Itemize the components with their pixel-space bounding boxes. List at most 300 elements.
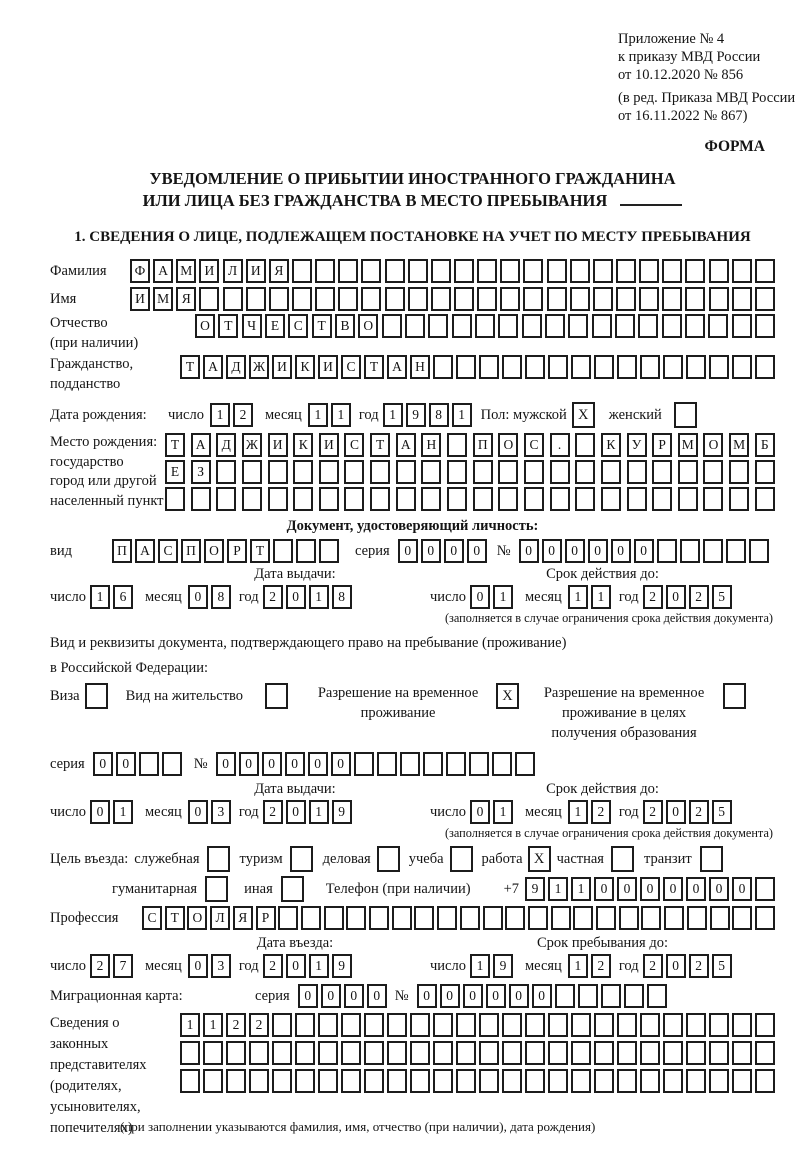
char-cell[interactable] [502, 1013, 522, 1037]
char-cell[interactable]: 0 [421, 539, 441, 563]
char-cell[interactable] [594, 355, 614, 379]
char-cell[interactable] [640, 355, 660, 379]
char-cell[interactable] [315, 259, 335, 283]
char-cell[interactable] [652, 487, 672, 511]
char-cell[interactable] [524, 460, 544, 484]
char-cell[interactable]: С [142, 906, 162, 930]
char-cell[interactable] [709, 259, 729, 283]
char-cell[interactable] [268, 460, 288, 484]
char-cell[interactable]: О [498, 433, 518, 457]
char-cell[interactable]: 0 [440, 984, 460, 1008]
char-cell[interactable]: 0 [286, 954, 306, 978]
char-cell[interactable] [392, 906, 412, 930]
char-cell[interactable]: 0 [634, 539, 654, 563]
char-cell[interactable] [755, 355, 775, 379]
char-cell[interactable] [318, 1041, 338, 1065]
char-cell[interactable] [685, 287, 705, 311]
char-cell[interactable]: 2 [263, 800, 283, 824]
char-cell[interactable] [292, 259, 312, 283]
char-cell[interactable] [469, 752, 489, 776]
char-cell[interactable]: Я [176, 287, 196, 311]
char-cell[interactable] [216, 487, 236, 511]
char-cell[interactable]: . [550, 433, 570, 457]
char-cell[interactable] [272, 1041, 292, 1065]
char-cell[interactable] [180, 1041, 200, 1065]
char-cell[interactable]: 1 [548, 877, 568, 901]
char-cell[interactable]: 0 [565, 539, 585, 563]
gender-female-checkbox[interactable] [674, 402, 697, 428]
char-cell[interactable] [663, 1069, 683, 1093]
char-cell[interactable] [377, 752, 397, 776]
char-cell[interactable] [460, 906, 480, 930]
char-cell[interactable] [729, 460, 749, 484]
char-cell[interactable]: 0 [588, 539, 608, 563]
char-cell[interactable] [755, 460, 775, 484]
char-cell[interactable] [640, 1013, 660, 1037]
char-cell[interactable]: 2 [90, 954, 110, 978]
char-cell[interactable] [447, 460, 467, 484]
char-cell[interactable]: 2 [689, 800, 709, 824]
char-cell[interactable]: 0 [239, 752, 259, 776]
char-cell[interactable]: 1 [591, 585, 611, 609]
char-cell[interactable]: А [191, 433, 211, 457]
char-cell[interactable] [575, 460, 595, 484]
char-cell[interactable] [548, 1041, 568, 1065]
char-cell[interactable] [570, 287, 590, 311]
char-cell[interactable] [479, 1041, 499, 1065]
char-cell[interactable] [555, 984, 575, 1008]
char-cell[interactable] [686, 1069, 706, 1093]
char-cell[interactable] [475, 314, 495, 338]
char-cell[interactable] [473, 460, 493, 484]
purpose-item-transit-checkbox[interactable] [700, 846, 723, 872]
char-cell[interactable] [523, 287, 543, 311]
char-cell[interactable] [548, 1069, 568, 1093]
char-cell[interactable]: 9 [332, 800, 352, 824]
char-cell[interactable] [344, 460, 364, 484]
char-cell[interactable] [364, 1069, 384, 1093]
char-cell[interactable] [657, 539, 677, 563]
char-cell[interactable] [456, 355, 476, 379]
char-cell[interactable]: 7 [113, 954, 133, 978]
char-cell[interactable] [428, 314, 448, 338]
char-cell[interactable] [709, 1013, 729, 1037]
char-cell[interactable] [479, 1069, 499, 1093]
char-cell[interactable] [361, 287, 381, 311]
char-cell[interactable]: 0 [640, 877, 660, 901]
char-cell[interactable]: 0 [298, 984, 318, 1008]
char-cell[interactable] [492, 752, 512, 776]
char-cell[interactable] [709, 1069, 729, 1093]
char-cell[interactable]: 1 [571, 877, 591, 901]
char-cell[interactable] [652, 460, 672, 484]
char-cell[interactable] [570, 259, 590, 283]
char-cell[interactable] [319, 487, 339, 511]
char-cell[interactable]: К [601, 433, 621, 457]
char-cell[interactable] [319, 539, 339, 563]
char-cell[interactable]: П [473, 433, 493, 457]
char-cell[interactable] [575, 487, 595, 511]
char-cell[interactable] [318, 1069, 338, 1093]
char-cell[interactable] [341, 1069, 361, 1093]
char-cell[interactable]: К [293, 433, 313, 457]
char-cell[interactable] [575, 433, 595, 457]
char-cell[interactable]: 9 [525, 877, 545, 901]
char-cell[interactable] [410, 1041, 430, 1065]
char-cell[interactable] [755, 1069, 775, 1093]
char-cell[interactable]: 0 [663, 877, 683, 901]
char-cell[interactable] [755, 259, 775, 283]
char-cell[interactable]: 0 [417, 984, 437, 1008]
char-cell[interactable] [405, 314, 425, 338]
char-cell[interactable] [710, 906, 730, 930]
char-cell[interactable] [594, 1069, 614, 1093]
char-cell[interactable] [242, 487, 262, 511]
char-cell[interactable] [324, 906, 344, 930]
char-cell[interactable] [617, 1013, 637, 1037]
char-cell[interactable] [662, 314, 682, 338]
char-cell[interactable] [551, 906, 571, 930]
char-cell[interactable] [387, 1069, 407, 1093]
char-cell[interactable] [479, 355, 499, 379]
char-cell[interactable] [639, 287, 659, 311]
char-cell[interactable]: И [319, 433, 339, 457]
char-cell[interactable]: 0 [470, 585, 490, 609]
char-cell[interactable]: 1 [383, 403, 403, 427]
char-cell[interactable] [456, 1069, 476, 1093]
char-cell[interactable] [732, 287, 752, 311]
char-cell[interactable] [615, 314, 635, 338]
char-cell[interactable] [755, 906, 775, 930]
char-cell[interactable]: 0 [486, 984, 506, 1008]
char-cell[interactable] [619, 906, 639, 930]
char-cell[interactable] [295, 1041, 315, 1065]
char-cell[interactable] [709, 287, 729, 311]
char-cell[interactable]: 1 [568, 585, 588, 609]
char-cell[interactable] [617, 1069, 637, 1093]
char-cell[interactable] [473, 487, 493, 511]
char-cell[interactable]: 0 [331, 752, 351, 776]
char-cell[interactable]: 0 [467, 539, 487, 563]
char-cell[interactable] [703, 460, 723, 484]
char-cell[interactable] [593, 287, 613, 311]
char-cell[interactable]: З [191, 460, 211, 484]
char-cell[interactable] [293, 460, 313, 484]
char-cell[interactable] [678, 487, 698, 511]
char-cell[interactable] [364, 1013, 384, 1037]
char-cell[interactable] [709, 355, 729, 379]
char-cell[interactable] [680, 539, 700, 563]
char-cell[interactable] [498, 314, 518, 338]
char-cell[interactable]: 0 [285, 752, 305, 776]
char-cell[interactable] [273, 539, 293, 563]
char-cell[interactable] [433, 1069, 453, 1093]
char-cell[interactable] [571, 1013, 591, 1037]
char-cell[interactable] [278, 906, 298, 930]
gender-male-checkbox[interactable]: X [572, 402, 595, 428]
char-cell[interactable] [686, 355, 706, 379]
char-cell[interactable]: У [627, 433, 647, 457]
char-cell[interactable] [344, 487, 364, 511]
char-cell[interactable] [523, 259, 543, 283]
char-cell[interactable] [617, 355, 637, 379]
char-cell[interactable] [616, 259, 636, 283]
char-cell[interactable]: 0 [611, 539, 631, 563]
char-cell[interactable]: О [358, 314, 378, 338]
char-cell[interactable] [571, 1041, 591, 1065]
char-cell[interactable]: 8 [332, 585, 352, 609]
char-cell[interactable] [139, 752, 159, 776]
char-cell[interactable] [423, 752, 443, 776]
char-cell[interactable]: А [135, 539, 155, 563]
char-cell[interactable] [387, 1013, 407, 1037]
char-cell[interactable] [242, 460, 262, 484]
char-cell[interactable] [396, 487, 416, 511]
char-cell[interactable]: М [729, 433, 749, 457]
char-cell[interactable] [318, 1013, 338, 1037]
char-cell[interactable]: 1 [309, 954, 329, 978]
purpose-item-private-checkbox[interactable] [611, 846, 634, 872]
char-cell[interactable] [191, 487, 211, 511]
char-cell[interactable] [663, 1041, 683, 1065]
char-cell[interactable]: Т [218, 314, 238, 338]
char-cell[interactable] [341, 1013, 361, 1037]
char-cell[interactable] [354, 752, 374, 776]
char-cell[interactable]: 1 [309, 800, 329, 824]
char-cell[interactable]: 1 [203, 1013, 223, 1037]
char-cell[interactable]: 9 [493, 954, 513, 978]
char-cell[interactable] [708, 314, 728, 338]
char-cell[interactable] [456, 1041, 476, 1065]
char-cell[interactable] [638, 314, 658, 338]
char-cell[interactable]: 1 [90, 585, 110, 609]
char-cell[interactable]: 0 [709, 877, 729, 901]
char-cell[interactable]: 2 [689, 585, 709, 609]
char-cell[interactable]: Я [233, 906, 253, 930]
char-cell[interactable]: С [158, 539, 178, 563]
char-cell[interactable] [592, 314, 612, 338]
char-cell[interactable] [732, 1041, 752, 1065]
char-cell[interactable]: 5 [712, 954, 732, 978]
char-cell[interactable] [522, 314, 542, 338]
char-cell[interactable]: Ж [242, 433, 262, 457]
char-cell[interactable]: 0 [398, 539, 418, 563]
char-cell[interactable] [387, 1041, 407, 1065]
char-cell[interactable] [498, 460, 518, 484]
char-cell[interactable]: П [112, 539, 132, 563]
char-cell[interactable] [755, 287, 775, 311]
purpose-item-humanitarian-checkbox[interactable] [205, 876, 228, 902]
char-cell[interactable] [685, 314, 705, 338]
char-cell[interactable] [545, 314, 565, 338]
char-cell[interactable]: Ф [130, 259, 150, 283]
char-cell[interactable] [686, 1041, 706, 1065]
char-cell[interactable]: 0 [286, 585, 306, 609]
char-cell[interactable] [687, 906, 707, 930]
char-cell[interactable] [755, 877, 775, 901]
char-cell[interactable] [641, 906, 661, 930]
char-cell[interactable]: 0 [509, 984, 529, 1008]
char-cell[interactable] [410, 1013, 430, 1037]
char-cell[interactable] [639, 259, 659, 283]
char-cell[interactable] [678, 460, 698, 484]
char-cell[interactable]: Р [227, 539, 247, 563]
char-cell[interactable]: 0 [532, 984, 552, 1008]
char-cell[interactable] [385, 259, 405, 283]
char-cell[interactable] [732, 259, 752, 283]
char-cell[interactable] [269, 287, 289, 311]
char-cell[interactable] [272, 1069, 292, 1093]
char-cell[interactable] [528, 906, 548, 930]
char-cell[interactable] [755, 1041, 775, 1065]
char-cell[interactable]: М [176, 259, 196, 283]
char-cell[interactable]: О [703, 433, 723, 457]
char-cell[interactable] [338, 259, 358, 283]
char-cell[interactable] [437, 906, 457, 930]
char-cell[interactable] [547, 259, 567, 283]
char-cell[interactable] [732, 355, 752, 379]
char-cell[interactable]: 1 [470, 954, 490, 978]
char-cell[interactable] [410, 1069, 430, 1093]
char-cell[interactable]: 9 [406, 403, 426, 427]
char-cell[interactable] [664, 906, 684, 930]
char-cell[interactable] [454, 259, 474, 283]
char-cell[interactable] [226, 1069, 246, 1093]
char-cell[interactable]: 0 [666, 954, 686, 978]
char-cell[interactable] [293, 487, 313, 511]
char-cell[interactable] [550, 487, 570, 511]
char-cell[interactable] [547, 287, 567, 311]
purpose-item-study-checkbox[interactable] [450, 846, 473, 872]
char-cell[interactable] [421, 460, 441, 484]
char-cell[interactable] [296, 539, 316, 563]
char-cell[interactable] [433, 1013, 453, 1037]
char-cell[interactable]: 9 [332, 954, 352, 978]
char-cell[interactable]: Е [165, 460, 185, 484]
char-cell[interactable]: А [396, 433, 416, 457]
char-cell[interactable]: 0 [463, 984, 483, 1008]
char-cell[interactable] [616, 287, 636, 311]
char-cell[interactable] [662, 287, 682, 311]
char-cell[interactable]: М [678, 433, 698, 457]
char-cell[interactable] [165, 487, 185, 511]
char-cell[interactable] [525, 1013, 545, 1037]
char-cell[interactable] [498, 487, 518, 511]
char-cell[interactable] [477, 259, 497, 283]
char-cell[interactable]: 3 [211, 800, 231, 824]
char-cell[interactable]: Т [180, 355, 200, 379]
char-cell[interactable] [685, 259, 705, 283]
char-cell[interactable] [593, 259, 613, 283]
char-cell[interactable] [502, 1069, 522, 1093]
char-cell[interactable]: 1 [493, 800, 513, 824]
char-cell[interactable] [408, 259, 428, 283]
char-cell[interactable] [548, 1013, 568, 1037]
char-cell[interactable] [431, 259, 451, 283]
char-cell[interactable] [703, 539, 723, 563]
char-cell[interactable] [571, 1069, 591, 1093]
char-cell[interactable] [568, 314, 588, 338]
char-cell[interactable]: С [341, 355, 361, 379]
char-cell[interactable] [578, 984, 598, 1008]
char-cell[interactable]: 1 [309, 585, 329, 609]
char-cell[interactable] [346, 906, 366, 930]
char-cell[interactable]: Т [370, 433, 390, 457]
char-cell[interactable] [647, 984, 667, 1008]
char-cell[interactable] [301, 906, 321, 930]
char-cell[interactable] [315, 287, 335, 311]
char-cell[interactable] [709, 1041, 729, 1065]
char-cell[interactable] [199, 287, 219, 311]
char-cell[interactable] [571, 355, 591, 379]
char-cell[interactable] [364, 1041, 384, 1065]
char-cell[interactable] [505, 906, 525, 930]
char-cell[interactable] [594, 1041, 614, 1065]
char-cell[interactable]: 2 [233, 403, 253, 427]
char-cell[interactable]: 1 [493, 585, 513, 609]
char-cell[interactable] [338, 287, 358, 311]
char-cell[interactable] [686, 1013, 706, 1037]
char-cell[interactable]: Д [216, 433, 236, 457]
char-cell[interactable] [594, 1013, 614, 1037]
char-cell[interactable]: 3 [211, 954, 231, 978]
char-cell[interactable]: Д [226, 355, 246, 379]
char-cell[interactable] [477, 287, 497, 311]
char-cell[interactable] [382, 314, 402, 338]
char-cell[interactable] [433, 1041, 453, 1065]
char-cell[interactable] [223, 287, 243, 311]
char-cell[interactable]: А [203, 355, 223, 379]
char-cell[interactable] [216, 460, 236, 484]
char-cell[interactable]: Б [755, 433, 775, 457]
char-cell[interactable]: Т [165, 433, 185, 457]
char-cell[interactable] [500, 259, 520, 283]
char-cell[interactable]: 2 [263, 954, 283, 978]
char-cell[interactable] [601, 487, 621, 511]
char-cell[interactable]: 0 [188, 800, 208, 824]
char-cell[interactable]: 1 [113, 800, 133, 824]
char-cell[interactable]: А [387, 355, 407, 379]
char-cell[interactable]: Р [652, 433, 672, 457]
char-cell[interactable]: 0 [686, 877, 706, 901]
char-cell[interactable]: Т [165, 906, 185, 930]
char-cell[interactable] [663, 355, 683, 379]
char-cell[interactable] [755, 1013, 775, 1037]
char-cell[interactable]: 0 [90, 800, 110, 824]
char-cell[interactable] [180, 1069, 200, 1093]
char-cell[interactable]: 0 [542, 539, 562, 563]
char-cell[interactable] [525, 355, 545, 379]
char-cell[interactable] [663, 1013, 683, 1037]
char-cell[interactable] [408, 287, 428, 311]
char-cell[interactable]: 2 [643, 585, 663, 609]
char-cell[interactable]: С [524, 433, 544, 457]
char-cell[interactable] [203, 1041, 223, 1065]
char-cell[interactable]: Т [250, 539, 270, 563]
char-cell[interactable]: 2 [226, 1013, 246, 1037]
char-cell[interactable] [396, 460, 416, 484]
char-cell[interactable]: 6 [113, 585, 133, 609]
char-cell[interactable] [295, 1013, 315, 1037]
char-cell[interactable]: И [268, 433, 288, 457]
char-cell[interactable] [295, 1069, 315, 1093]
char-cell[interactable] [447, 487, 467, 511]
edu-residence-permit-checkbox[interactable] [723, 683, 746, 709]
char-cell[interactable]: И [318, 355, 338, 379]
char-cell[interactable] [732, 1013, 752, 1037]
char-cell[interactable]: 2 [591, 954, 611, 978]
char-cell[interactable]: 8 [211, 585, 231, 609]
